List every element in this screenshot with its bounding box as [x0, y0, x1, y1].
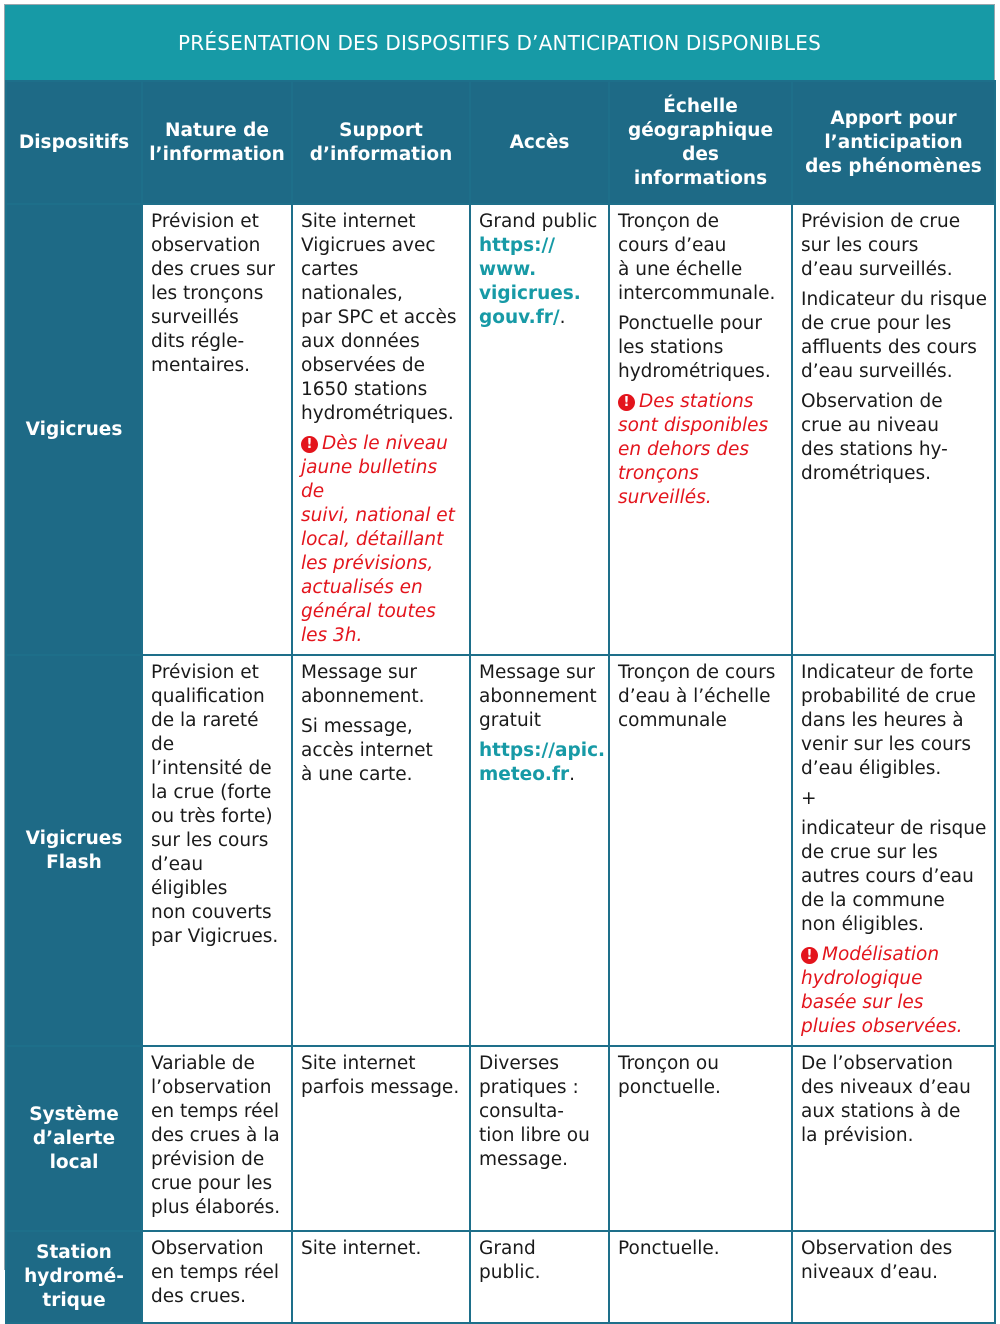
header-acces: Accès	[470, 81, 609, 204]
support-text-2: Si message, accès internet à une carte.	[301, 716, 433, 785]
apport-warning	[801, 943, 988, 1039]
apport-text: Observation des niveaux d’eau.	[801, 1238, 953, 1283]
cell-acces	[470, 655, 609, 1046]
acces-text: Diverses pratiques : consulta- tion libre ou message.	[479, 1053, 590, 1170]
cell-nature	[142, 1231, 292, 1323]
cell-nature	[142, 655, 292, 1046]
cell-support	[292, 1046, 470, 1231]
echelle-text-2: Ponctuelle pour les stations hydrométriques.	[618, 313, 771, 382]
apport-warning-text: Modélisation hydrologique basée sur les pluies observées.	[801, 944, 963, 1037]
echelle-warning-text: Des stations sont disponibles en dehors des tronçons surveillés.	[618, 391, 769, 508]
support-warning	[301, 432, 463, 648]
cell-apport	[792, 1231, 995, 1323]
nature-text: Variable de l’observation en temps réel des crues à la prévision de crue pour les plus élaborés.	[151, 1053, 281, 1218]
cell-echelle	[609, 655, 792, 1046]
header-row	[6, 81, 995, 204]
echelle-text-1: Tronçon de cours d’eau à une échelle intercommunale.	[618, 211, 776, 304]
cell-support	[292, 204, 470, 655]
echelle-text: Ponctuelle.	[618, 1238, 720, 1259]
apport-text: De l’observation des niveaux d’eau aux stations à de la prévision.	[801, 1053, 971, 1146]
echelle-text: Tronçon ou ponctuelle.	[618, 1053, 721, 1098]
support-text: Site internet.	[301, 1238, 422, 1259]
warning-icon: !	[801, 947, 818, 964]
header-dispositifs: Dispositifs	[6, 81, 142, 204]
apic-link[interactable]: https://apic. meteo.fr	[479, 740, 606, 785]
cell-echelle	[609, 1231, 792, 1323]
apport-text-1: Indicateur de forte probabilité de crue dans les heures à venir sur les cours d’eau éligibles.	[801, 662, 976, 779]
page-title: PRÉSENTATION DES DISPOSITIFS D’ANTICIPATION DISPONIBLES	[5, 5, 994, 80]
nature-text: Observation en temps réel des crues.	[151, 1238, 280, 1307]
cell-acces	[470, 1231, 609, 1323]
cell-echelle	[609, 1046, 792, 1231]
cell-apport	[792, 655, 995, 1046]
header-apport: Apport pour l’anticipation des phénomènes	[792, 81, 995, 204]
table-row-station-hydrometrique	[6, 1231, 995, 1323]
row-label-systeme-alerte-local: Système d’alerte local	[6, 1046, 142, 1231]
row-label-vigicrues-flash: Vigicrues Flash	[6, 655, 142, 1046]
link-suffix: .	[559, 307, 566, 328]
support-warning-text: Dès le niveau jaune bulletins de suivi, national et local, détaillant les prévisions, actualisés en général toutes les 3h.	[301, 433, 455, 646]
row-label-vigicrues: Vigicrues	[6, 204, 142, 655]
apport-text-1: Prévision de crue sur les cours d’eau surveillés.	[801, 211, 961, 280]
header-echelle: Échelle géographique des informations	[609, 81, 792, 204]
devices-table	[5, 80, 996, 1324]
cell-apport	[792, 204, 995, 655]
header-nature: Nature de l’information	[142, 81, 292, 204]
support-text: Site internet Vigicrues avec cartes nationales, par SPC et accès aux données observées de 1650 stations hydrométriques.	[301, 211, 457, 424]
link-suffix: .	[569, 764, 576, 785]
table-row-vigicrues-flash	[6, 655, 995, 1046]
apport-text-3: Observation de crue au niveau des stations hy- drométriques.	[801, 391, 948, 484]
support-text: Site internet parfois message.	[301, 1053, 460, 1098]
header-support: Support d’information	[292, 81, 470, 204]
nature-text: Prévision et observation des crues sur les tronçons surveillés dits régle- mentaires.	[151, 211, 276, 376]
apport-text-2: indicateur de risque de crue sur les autres cours d’eau de la commune non éligibles.	[801, 818, 987, 935]
acces-text: Message sur abonnement gratuit	[479, 662, 597, 731]
table-row-systeme-alerte-local	[6, 1046, 995, 1231]
cell-nature	[142, 204, 292, 655]
echelle-warning	[618, 390, 785, 510]
cell-acces	[470, 1046, 609, 1231]
warning-icon: !	[618, 394, 635, 411]
cell-support	[292, 1231, 470, 1323]
echelle-text: Tronçon de cours d’eau à l’échelle communale	[618, 662, 776, 731]
cell-acces	[470, 204, 609, 655]
cell-echelle	[609, 204, 792, 655]
acces-text: Grand public.	[479, 1238, 541, 1283]
apport-text-2: Indicateur du risque de crue pour les affluents des cours d’eau surveillés.	[801, 289, 988, 382]
support-text-1: Message sur abonnement.	[301, 662, 425, 707]
vigicrues-link[interactable]: https:// www. vigicrues. gouv.fr/	[479, 235, 581, 328]
acces-text: Grand public	[479, 211, 598, 232]
warning-icon: !	[301, 436, 318, 453]
row-label-station-hydrometrique: Station hydromé- trique	[6, 1231, 142, 1323]
nature-text: Prévision et qualification de la rareté de l’intensité de la crue (forte ou très forte) sur les cours d’eau éligibles non couverts par Vigicrues.	[151, 662, 279, 947]
apport-plus: +	[801, 788, 817, 809]
cell-apport	[792, 1046, 995, 1231]
cell-nature	[142, 1046, 292, 1231]
table-row-vigicrues	[6, 204, 995, 655]
cell-support	[292, 655, 470, 1046]
